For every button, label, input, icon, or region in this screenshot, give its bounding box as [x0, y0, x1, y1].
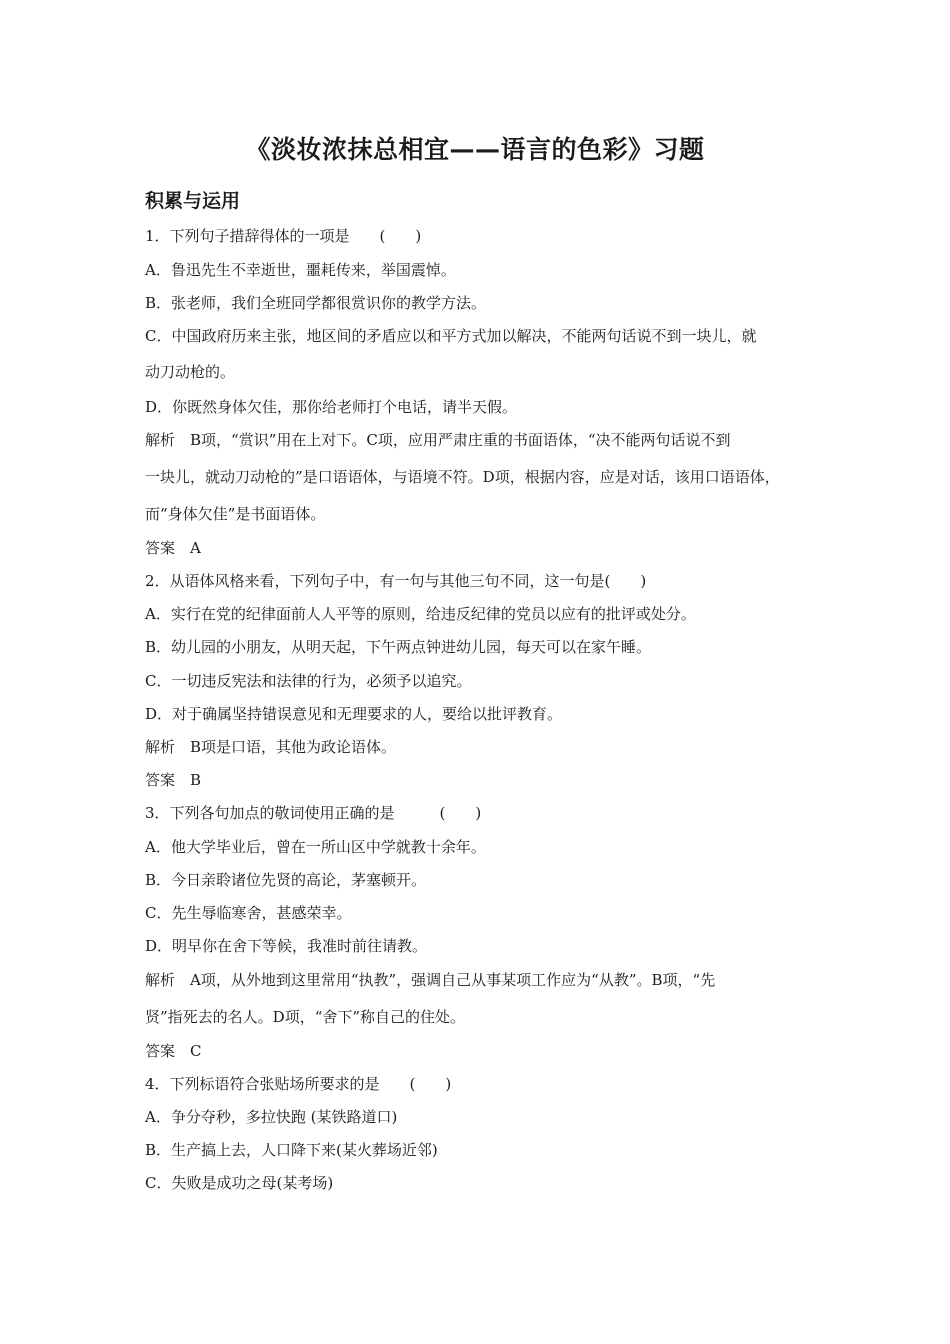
question-2-stem: 2．从语体风格来看，下列句子中，有一句与其他三句不同，这一句是( ): [145, 572, 647, 590]
question-4-stem: 4．下列标语符合张贴场所要求的是 ( ): [145, 1075, 452, 1093]
question-2-option-d: D．对于确属坚持错误意见和无理要求的人，要给以批评教育。: [145, 705, 563, 723]
question-4-option-b: B．生产搞上去，人口降下来(某火葬场近邻): [145, 1141, 438, 1159]
question-2-answer: 答案 B: [145, 771, 202, 789]
question-2-analysis: 解析 B项是口语，其他为政论语体。: [145, 738, 397, 756]
question-4-option-c: C．失败是成功之母(某考场): [145, 1174, 334, 1192]
question-1-answer: 答案 A: [145, 539, 201, 557]
question-3-stem: 3．下列各句加点的敬词使用正确的是 ( ): [145, 804, 482, 822]
question-1-analysis: 解析 B项，“赏识”用在上对下。C项，应用严肃庄重的书面语体，“决不能两句话说不到: [145, 431, 731, 449]
question-1-analysis-cont: 而“身体欠佳”是书面语体。: [145, 505, 326, 523]
question-3-analysis: 解析 A项，从外地到这里常用“执教”，强调自己从事某项工作应为“从教”。B项，“先: [145, 971, 716, 989]
question-3-option-a: A．他大学毕业后，曾在一所山区中学就教十余年。: [145, 838, 486, 856]
question-1-analysis-cont: 一块儿，就动刀动枪的”是口语语体，与语境不符。D项，根据内容，应是对话，该用口语语体，: [145, 468, 780, 486]
question-3-option-d: D．明早你在舍下等候，我准时前往请教。: [145, 937, 428, 955]
question-1-stem: 1．下列句子措辞得体的一项是 ( ): [145, 227, 422, 245]
question-1-option-d: D．你既然身体欠佳，那你给老师打个电话，请半天假。: [145, 398, 518, 416]
question-1-option-b: B．张老师，我们全班同学都很赏识你的教学方法。: [145, 294, 487, 312]
page-title: 《淡妆浓抹总相宜——语言的色彩》习题: [245, 135, 705, 164]
question-1-option-c: C．中国政府历来主张，地区间的矛盾应以和平方式加以解决，不能两句话说不到一块儿，就: [145, 327, 757, 345]
question-1-option-a: A．鲁迅先生不幸逝世，噩耗传来，举国震悼。: [145, 261, 456, 279]
question-2-option-a: A．实行在党的纪律面前人人平等的原则，给违反纪律的党员以应有的批评或处分。: [145, 605, 696, 623]
question-2-option-c: C．一切违反宪法和法律的行为，必须予以追究。: [145, 672, 472, 690]
question-3-option-c: C．先生辱临寒舍，甚感荣幸。: [145, 904, 352, 922]
question-3-option-b: B．今日亲聆诸位先贤的高论，茅塞顿开。: [145, 871, 427, 889]
question-1-option-c-cont: 动刀动枪的。: [145, 363, 236, 381]
question-3-analysis-cont: 贤”指死去的名人。D项，“舍下”称自己的住处。: [145, 1008, 466, 1026]
question-3-answer: 答案 C: [145, 1042, 202, 1060]
section-heading: 积累与运用: [145, 190, 241, 212]
question-4-option-a: A．争分夺秒，多拉快跑 (某铁路道口): [145, 1108, 398, 1126]
question-2-option-b: B．幼儿园的小朋友，从明天起，下午两点钟进幼儿园，每天可以在家午睡。: [145, 638, 652, 656]
